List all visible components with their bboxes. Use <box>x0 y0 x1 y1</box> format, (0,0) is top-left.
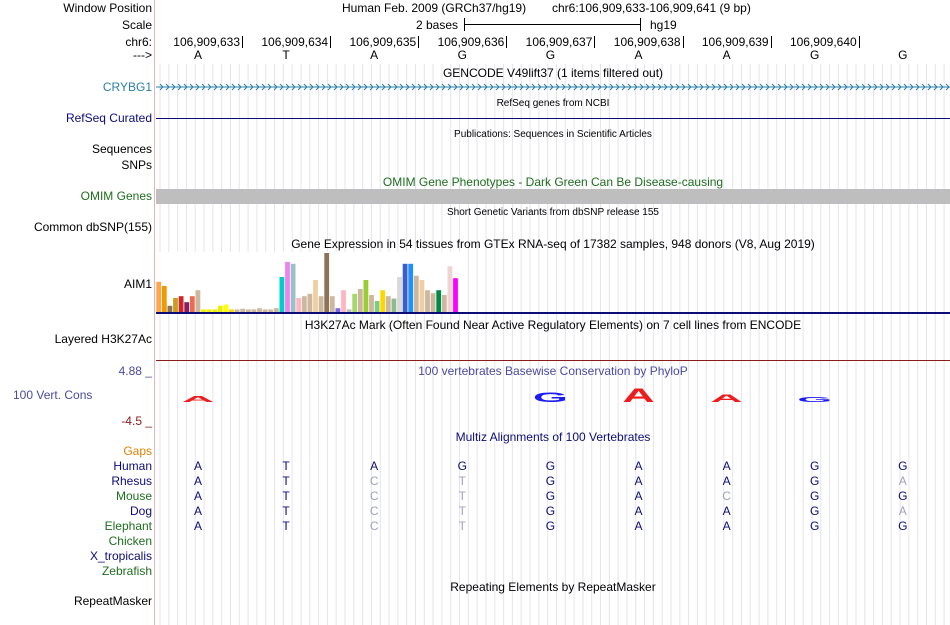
reference-base: A <box>370 48 379 62</box>
multiz-base: G <box>545 519 556 533</box>
coordinate-label: 106,909,639 <box>701 35 769 49</box>
multiz-base: A <box>193 489 202 503</box>
gtex-tissue-bar[interactable] <box>285 262 290 313</box>
multiz-base: G <box>898 489 908 503</box>
multiz-base: A <box>634 459 643 473</box>
multiz-track-title: Multiz Alignments of 100 Vertebrates <box>455 430 651 444</box>
multiz-base: G <box>898 459 908 473</box>
phylop-max-label: 4.88 _ <box>118 364 152 378</box>
gtex-tissue-bar[interactable] <box>162 286 167 313</box>
scale-bar-left-tick <box>464 18 465 31</box>
omim-phenotype-bar[interactable] <box>156 189 950 204</box>
multiz-base: T <box>282 474 290 488</box>
repeatmasker-track-title: Repeating Elements by RepeatMasker <box>450 580 656 594</box>
gtex-tissue-bar[interactable] <box>425 290 430 313</box>
omim-track-title: OMIM Gene Phenotypes - Dark Green Can Be Disease-causing <box>382 175 724 189</box>
gtex-tissue-bar[interactable] <box>341 290 346 313</box>
publications-sequences-label[interactable]: Sequences <box>91 142 152 156</box>
multiz-base: A <box>722 519 731 533</box>
multiz-base: A <box>634 504 643 518</box>
phylop-score-letter: G <box>797 395 833 404</box>
multiz-base: C <box>369 489 379 503</box>
gtex-tissue-bar[interactable] <box>403 264 408 313</box>
repeatmasker-track-label[interactable]: RepeatMasker <box>73 594 152 608</box>
scale-bar <box>464 24 640 25</box>
multiz-base: A <box>193 474 202 488</box>
gtex-tissue-bar[interactable] <box>308 294 313 313</box>
multiz-gaps-label[interactable]: Gaps <box>123 444 152 458</box>
gtex-tissue-bar[interactable] <box>224 305 229 313</box>
multiz-base: G <box>545 504 556 518</box>
multiz-base: T <box>282 489 290 503</box>
gtex-tissue-bar[interactable] <box>358 289 363 313</box>
multiz-base: A <box>722 504 731 518</box>
gtex-tissue-bar[interactable] <box>397 277 402 313</box>
gtex-tissue-bar[interactable] <box>319 296 324 313</box>
coordinate-tick <box>771 36 772 48</box>
gtex-gene-label[interactable]: AIM1 <box>123 277 152 291</box>
multiz-base: A <box>193 504 202 518</box>
gtex-tissue-bar[interactable] <box>420 280 425 313</box>
multiz-base: A <box>722 459 731 473</box>
multiz-base: C <box>369 504 379 518</box>
gtex-expression-chart[interactable] <box>156 252 950 314</box>
coordinate-label: 106,909,635 <box>349 35 417 49</box>
phylop-track-label[interactable]: 100 Vert. Cons <box>13 388 93 402</box>
coordinate-tick <box>859 36 860 48</box>
gtex-tissue-bar[interactable] <box>190 296 195 313</box>
position-text: chr6:106,909,633-106,909,641 (9 bp) <box>552 1 751 15</box>
gtex-tissue-bar[interactable] <box>364 280 369 313</box>
reference-base: G <box>457 48 467 62</box>
dbsnp-track-label[interactable]: Common dbSNP(155) <box>33 220 152 234</box>
multiz-base: G <box>810 474 820 488</box>
gtex-tissue-bar[interactable] <box>375 301 380 313</box>
coordinate-label: 106,909,638 <box>613 35 681 49</box>
multiz-base: A <box>193 519 202 533</box>
gtex-tissue-bar[interactable] <box>431 293 436 313</box>
gtex-tissue-bar[interactable] <box>448 266 453 313</box>
multiz-base: A <box>634 489 643 503</box>
multiz-base: C <box>369 519 379 533</box>
gtex-tissue-bar[interactable] <box>173 298 178 313</box>
multiz-base: A <box>722 474 731 488</box>
multiz-base: T <box>458 474 466 488</box>
gtex-tissue-bar[interactable] <box>369 295 374 313</box>
gtex-tissue-bar[interactable] <box>156 282 161 313</box>
refseq-track-title: RefSeq genes from NCBI <box>496 98 610 109</box>
scale-db: hg19 <box>650 18 677 32</box>
coordinate-label: 106,909,636 <box>437 35 505 49</box>
multiz-base: G <box>545 459 556 473</box>
gtex-tissue-bar[interactable] <box>291 264 296 313</box>
refseq-gene-line[interactable] <box>156 118 950 119</box>
coordinate-label: 106,909,633 <box>173 35 240 49</box>
multiz-base: T <box>282 459 290 473</box>
multiz-base: G <box>810 519 820 533</box>
multiz-base: T <box>282 519 290 533</box>
gtex-tissue-bar[interactable] <box>302 296 307 313</box>
multiz-base: T <box>458 504 466 518</box>
scale-bar-right-tick <box>640 18 641 31</box>
multiz-base: A <box>634 474 643 488</box>
gtex-tissue-bar[interactable] <box>184 302 189 313</box>
multiz-base: T <box>458 519 466 533</box>
gtex-tissue-bar[interactable] <box>280 277 285 313</box>
window-position-label: Window Position <box>63 1 152 15</box>
coordinate-tick <box>418 36 419 48</box>
coordinate-tick <box>330 36 331 48</box>
gtex-tissue-bar[interactable] <box>380 290 385 313</box>
coordinate-label: 106,909,640 <box>789 35 857 49</box>
gtex-tissue-bar[interactable] <box>196 290 201 313</box>
phylop-score-letter: A <box>622 384 655 407</box>
gtex-tissue-bar[interactable] <box>352 294 357 313</box>
gtex-tissue-bar[interactable] <box>386 296 391 313</box>
gencode-gene-label[interactable]: CRYBG1 <box>102 80 152 94</box>
coordinate-tick <box>242 36 243 48</box>
multiz-species-label[interactable]: Dog <box>129 504 152 518</box>
phylop-min-label: -4.5 _ <box>121 414 152 428</box>
multiz-base: G <box>810 489 820 503</box>
scale-label: Scale <box>121 18 152 32</box>
coordinate-tick <box>683 36 684 48</box>
publications-track-title: Publications: Sequences in Scientific Articles <box>454 129 652 140</box>
gtex-tissue-bar[interactable] <box>414 276 419 313</box>
multiz-species-label[interactable]: Chicken <box>108 534 152 548</box>
publications-snps-label[interactable]: SNPs <box>121 158 152 172</box>
gtex-track-title: Gene Expression in 54 tissues from GTEx RNA-seq of 17382 samples, 948 donors (V8, Aug 2019) <box>291 237 815 251</box>
gtex-tissue-bar[interactable] <box>313 280 318 313</box>
dbsnp-track-title: Short Genetic Variants from dbSNP release 155 <box>447 207 659 218</box>
gtex-tissue-bar[interactable] <box>218 306 223 313</box>
gtex-tissue-bar[interactable] <box>408 264 413 313</box>
assembly-text: Human Feb. 2009 (GRCh37/hg19) <box>342 1 527 15</box>
multiz-base: A <box>370 459 379 473</box>
gtex-tissue-bar[interactable] <box>392 299 397 313</box>
multiz-base: C <box>369 474 379 488</box>
reference-base: A <box>193 48 202 62</box>
gtex-tissue-bar[interactable] <box>179 296 184 313</box>
phylop-score-letter: A <box>710 391 743 405</box>
omim-track-label[interactable]: OMIM Genes <box>80 189 152 203</box>
multiz-base: G <box>810 504 820 518</box>
reference-base: G <box>545 48 556 62</box>
reference-base: A <box>634 48 643 62</box>
h3k27ac-baseline <box>156 360 950 361</box>
gtex-tissue-bar[interactable] <box>442 295 447 313</box>
scale-text: 2 bases <box>416 18 459 32</box>
gtex-tissue-bar[interactable] <box>296 298 301 313</box>
coordinate-tick <box>506 36 507 48</box>
h3k27ac-track-label[interactable]: Layered H3K27Ac <box>54 332 152 346</box>
multiz-base: G <box>545 489 556 503</box>
multiz-base: A <box>898 504 907 518</box>
refseq-track-label[interactable]: RefSeq Curated <box>65 111 152 125</box>
phylop-score-letter: G <box>532 389 568 406</box>
reference-base: A <box>722 48 731 62</box>
reference-base: T <box>282 48 290 62</box>
gtex-tissue-bar[interactable] <box>436 290 441 313</box>
multiz-base: G <box>898 519 908 533</box>
gtex-tissue-bar[interactable] <box>330 296 335 313</box>
multiz-species-label[interactable]: X_tropicalis <box>89 549 152 563</box>
multiz-species-label[interactable]: Mouse <box>115 489 152 503</box>
coordinate-label: 106,909,634 <box>261 35 329 49</box>
reference-base: G <box>810 48 820 62</box>
multiz-base: G <box>545 474 556 488</box>
multiz-base: G <box>810 459 820 473</box>
multiz-base: A <box>634 519 643 533</box>
multiz-base: T <box>458 489 466 503</box>
sidebar-divider <box>154 0 155 625</box>
reference-base: G <box>898 48 908 62</box>
multiz-base: A <box>193 459 202 473</box>
gtex-tissue-bar[interactable] <box>453 278 458 313</box>
multiz-species-label[interactable]: Zebrafish <box>101 564 152 578</box>
phylop-score-letter: A <box>181 394 215 404</box>
phylop-conservation-plot[interactable] <box>156 380 950 420</box>
strand-label: ---> <box>133 48 152 62</box>
multiz-species-label[interactable]: Rhesus <box>111 474 152 488</box>
gtex-tissue-bar[interactable] <box>324 253 329 313</box>
multiz-base: T <box>282 504 290 518</box>
gencode-gene-feature[interactable] <box>156 80 950 94</box>
gencode-track-title: GENCODE V49lift37 (1 items filtered out) <box>442 66 664 80</box>
multiz-base: C <box>722 489 731 503</box>
chrom-label: chr6: <box>125 35 152 49</box>
gtex-tissue-bar[interactable] <box>168 306 173 313</box>
phylop-track-title: 100 vertebrates Basewise Conservation by PhyloP <box>418 364 688 378</box>
multiz-species-label[interactable]: Elephant <box>104 519 152 533</box>
h3k27ac-track-title: H3K27Ac Mark (Often Found Near Active Regulatory Elements) on 7 cell lines from ENCODE <box>304 318 802 332</box>
coordinate-tick <box>594 36 595 48</box>
multiz-base: G <box>457 459 467 473</box>
coordinate-label: 106,909,637 <box>525 35 593 49</box>
multiz-base: A <box>898 474 907 488</box>
multiz-species-label[interactable]: Human <box>113 459 152 473</box>
